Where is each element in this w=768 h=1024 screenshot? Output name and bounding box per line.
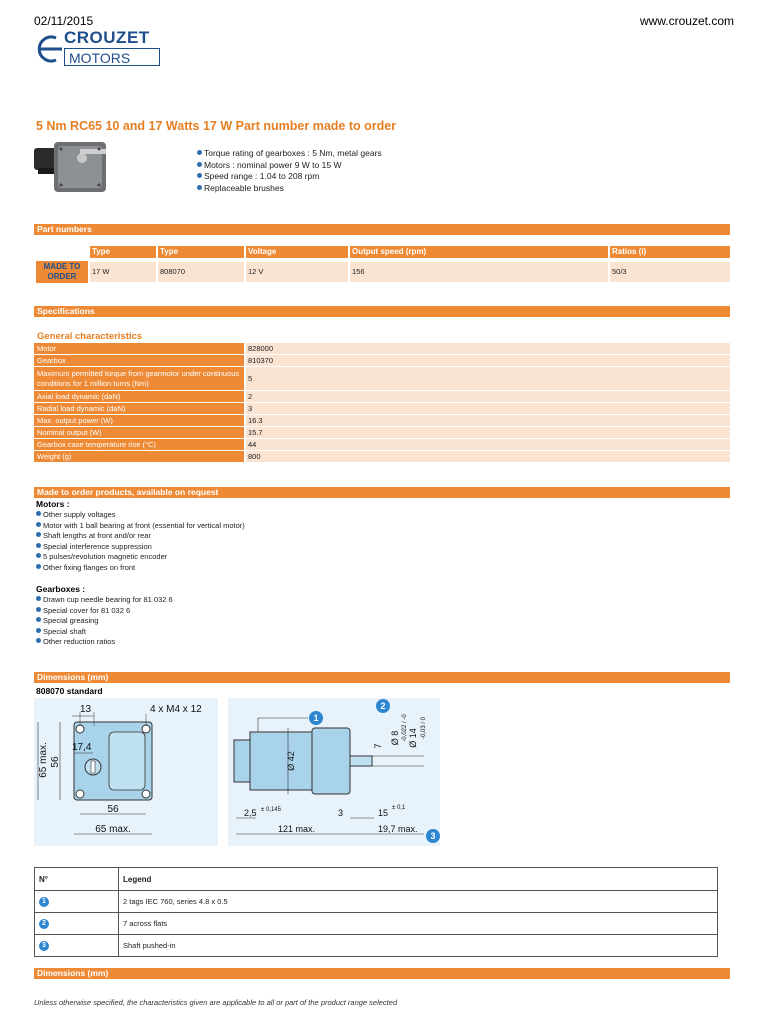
bullet-icon: [36, 617, 41, 622]
logo-mark-icon: [34, 32, 62, 66]
cell-voltage: 12 V: [246, 262, 348, 282]
cell-part-number: 808070: [158, 262, 244, 282]
section-dimensions-2: Dimensions (mm): [34, 968, 730, 979]
legend-header-row: [35, 868, 718, 891]
bullet-icon: [197, 173, 202, 178]
dim-7: 7: [373, 743, 383, 749]
list-item: Special greasing: [36, 616, 173, 627]
legend-table: [34, 867, 718, 957]
spec-row: Maximum permitted torque from gearmotor under continuous conditions for 1 million turns (Nm) 5: [34, 367, 730, 390]
spec-row: Radial load dynamic (daN) 3: [34, 403, 730, 414]
dim-3: 3: [338, 808, 344, 818]
general-characteristics-title: General characteristics: [37, 331, 143, 342]
feature-item: Speed range : 1.04 to 208 rpm: [197, 171, 382, 183]
bullet-icon: [36, 532, 41, 537]
dim-2-5-tol: ± 0,145: [261, 807, 281, 813]
dim-2-5: 2,5: [244, 808, 257, 818]
col-type-ref: Type: [158, 246, 244, 258]
col-type: Type: [90, 246, 156, 258]
bullet-icon: [36, 543, 41, 548]
table-row: 1 2 tags IEC 760, series 4.8 x 0.5: [35, 891, 718, 913]
dimensions-subtitle: 808070 standard: [36, 686, 103, 696]
motors-title: Motors :: [36, 499, 70, 509]
badge-2: 2: [380, 701, 386, 711]
badge-1: 1: [313, 713, 319, 723]
product-photo: [34, 140, 112, 200]
gearboxes-options-list: [36, 595, 173, 648]
bullet-icon: [36, 596, 41, 601]
dim-65-height: 65 max.: [38, 742, 49, 778]
number-badge-icon: 3: [39, 941, 49, 951]
number-badge-icon: 2: [39, 919, 49, 929]
list-item: Special shaft: [36, 627, 173, 638]
feature-list: [197, 148, 382, 194]
feature-item: Torque rating of gearboxes : 5 Nm, metal gears: [197, 148, 382, 160]
legend-col-no: N°: [35, 868, 119, 891]
footer-note: Unless otherwise specified, the characteristics given are applicable to all or part of the product range selected: [34, 998, 398, 1007]
dim-d14-tol: -0,03 / 0: [421, 716, 427, 740]
section-specifications: Specifications: [34, 306, 730, 317]
spec-row: Nominal output (W) 15.7: [34, 427, 730, 438]
dim-15-tol: ± 0,1: [392, 805, 406, 811]
product-title: 5 Nm RC65 10 and 17 Watts 17 W Part number made to order: [36, 119, 397, 133]
dim-13: 13: [80, 704, 92, 715]
dim-15: 15: [378, 808, 389, 818]
number-badge-icon: 1: [39, 897, 49, 907]
dim-d8: Ø 8: [390, 730, 400, 746]
bullet-icon: [36, 564, 41, 569]
logo-sub: MOTORS: [64, 48, 160, 66]
feature-item: Motors : nominal power 9 W to 15 W: [197, 160, 382, 172]
feature-item: Replaceable brushes: [197, 183, 382, 195]
list-item: Shaft lengths at front and/or rear: [36, 531, 245, 542]
bullet-icon: [36, 628, 41, 633]
spec-row: Gearbox case temperature rise (°C) 44: [34, 439, 730, 450]
dim-d8-tol: -0,022 / -0: [402, 714, 408, 742]
dim-65-width: 65 max.: [95, 824, 131, 835]
list-item: 5 pulses/revolution magnetic encoder: [36, 552, 245, 563]
list-item: Other reduction ratios: [36, 637, 173, 648]
badge-3: 3: [430, 831, 436, 841]
bullet-icon: [36, 638, 41, 643]
list-item: Other fixing flanges on front: [36, 563, 245, 574]
cell-type: 17 W: [90, 262, 156, 282]
spec-row: Axial load dynamic (daN) 2: [34, 391, 730, 402]
front-view-drawing: [34, 698, 218, 846]
dim-17-4: 17,4: [72, 742, 92, 753]
dim-121: 121 max.: [278, 824, 316, 834]
crouzet-logo: [34, 28, 164, 72]
dim-d42: Ø 42: [286, 751, 296, 771]
section-dimensions: Dimensions (mm): [34, 672, 730, 683]
section-made-to-order: Made to order products, available on request: [34, 487, 730, 498]
cell-ratio: 50/3: [610, 262, 730, 282]
list-item: Special cover for 81 032 6: [36, 606, 173, 617]
col-ratios: Ratios (i): [610, 246, 730, 258]
spec-row: Max. output power (W) 16.3: [34, 415, 730, 426]
list-item: Motor with 1 ball bearing at front (essential for vertical motor): [36, 521, 245, 532]
list-item: Special interference suppression: [36, 542, 245, 553]
dim-d14: Ø 14: [408, 728, 418, 748]
bullet-icon: [36, 511, 41, 516]
gearboxes-title: Gearboxes :: [36, 584, 86, 594]
spec-row: Gearbox 810370: [34, 355, 730, 366]
dim-screws: 4 x M4 x 12: [150, 704, 202, 715]
list-item: Other supply voltages: [36, 510, 245, 521]
cell-output-speed: 156: [350, 262, 608, 282]
print-date: 02/11/2015: [34, 14, 94, 28]
dim-56-height: 56: [50, 756, 61, 768]
dim-56-width: 56: [107, 804, 119, 815]
bullet-icon: [36, 553, 41, 558]
spec-row: Weight (g) 800: [34, 451, 730, 462]
legend-col-legend: Legend: [119, 868, 718, 891]
dim-19-7: 19,7 max.: [378, 824, 418, 834]
motors-options-list: [36, 510, 245, 573]
col-voltage: Voltage: [246, 246, 348, 258]
bullet-icon: [197, 185, 202, 190]
bullet-icon: [36, 607, 41, 612]
col-output-speed: Output speed (rpm): [350, 246, 608, 258]
side-view-drawing: [228, 698, 440, 846]
section-part-numbers: Part numbers: [34, 224, 730, 235]
bullet-icon: [36, 522, 41, 527]
table-row: 2 7 across flats: [35, 913, 718, 935]
bullet-icon: [197, 162, 202, 167]
logo-brand: CROUZET: [64, 28, 150, 47]
list-item: Drawn cup needle bearing for 81 032 6: [36, 595, 173, 606]
site-url[interactable]: www.crouzet.com: [639, 14, 734, 28]
made-to-order-badge: MADE TO ORDER: [36, 261, 88, 283]
table-row: 3 Shaft pushed-in: [35, 935, 718, 957]
spec-row: Motor 828000: [34, 343, 730, 354]
bullet-icon: [197, 150, 202, 155]
